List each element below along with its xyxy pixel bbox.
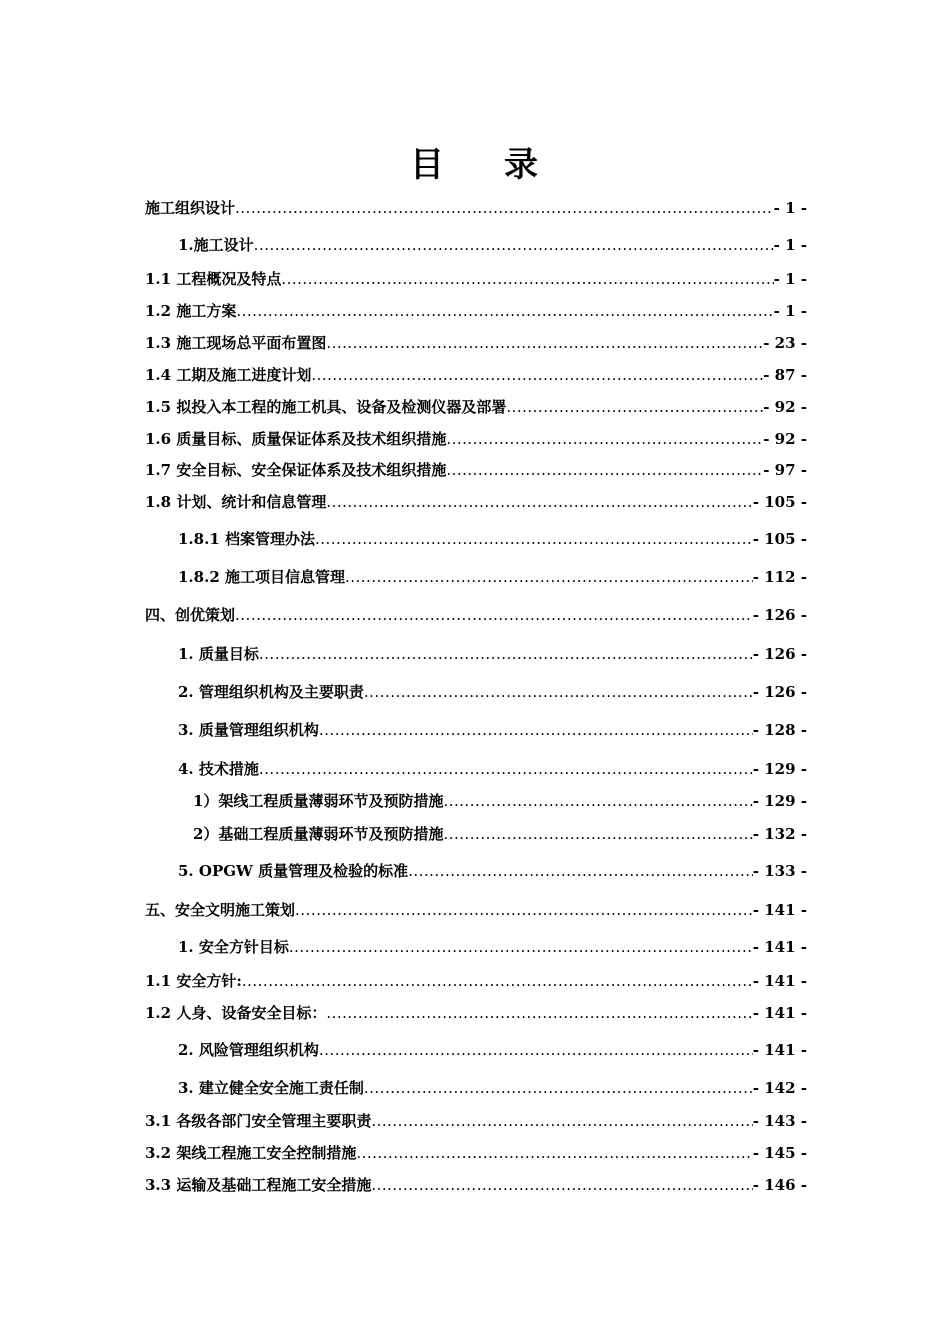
toc-entry[interactable] (145, 332, 807, 354)
toc-dot-leader (254, 234, 774, 256)
toc-dot-leader (259, 758, 753, 780)
toc-dot-leader (326, 491, 752, 513)
toc-entry-label: 3. 质量管理组织机构 (178, 721, 319, 739)
toc-entry-page-number: - 126 - (752, 606, 807, 624)
toc-entry-label: 1.2 人身、设备安全目标： (145, 1004, 327, 1022)
toc-dot-leader (281, 268, 773, 290)
toc-entry-label: 施工组织设计 (145, 199, 236, 217)
toc-entry-label: 五、安全文明施工策划 (145, 901, 296, 919)
toc-dot-leader (371, 1110, 752, 1132)
toc-dot-leader (235, 604, 753, 626)
toc-entry[interactable] (145, 790, 807, 812)
toc-entry-label: 1.8.2 施工项目信息管理 (178, 568, 345, 586)
toc-entry-page-number: - 141 - (752, 1004, 807, 1022)
toc-entry-page-number: - 92 - (763, 398, 807, 416)
toc-entry-page-number: - 141 - (752, 938, 807, 956)
toc-entry-label: 2. 风险管理组织机构 (178, 1041, 319, 1059)
toc-entry[interactable] (145, 1110, 807, 1132)
toc-entry-page-number: - 1 - (773, 236, 807, 254)
toc-entry-page-number: - 126 - (752, 645, 807, 663)
toc-entry-page-number: - 142 - (752, 1079, 807, 1097)
toc-entry-label: 1）架线工程质量薄弱环节及预防措施 (193, 792, 444, 810)
toc-entry-page-number: - 92 - (763, 430, 807, 448)
toc-entry-page-number: - 97 - (763, 461, 807, 479)
toc-entry-page-number: - 1 - (773, 199, 807, 217)
toc-entry-page-number: - 1 - (773, 302, 807, 320)
toc-entry-label: 3.3 运输及基础工程施工安全措施 (145, 1176, 372, 1194)
toc-entry-label: 四、创优策划 (145, 606, 236, 624)
toc-dot-leader (364, 1077, 753, 1099)
toc-entry-page-number: - 146 - (752, 1176, 807, 1194)
toc-entry-page-number: - 105 - (752, 493, 807, 511)
toc-entry[interactable] (145, 364, 807, 386)
toc-dot-leader (315, 528, 753, 550)
toc-dot-leader (311, 364, 763, 386)
toc-entry[interactable] (145, 860, 807, 882)
toc-entry-page-number: - 133 - (752, 862, 807, 880)
toc-dot-leader (259, 643, 753, 665)
toc-dot-leader (506, 396, 763, 418)
toc-entry-label: 4. 技术措施 (178, 760, 259, 778)
toc-entry-page-number: - 105 - (752, 530, 807, 548)
toc-entry[interactable] (145, 899, 807, 921)
toc-entry[interactable] (145, 758, 807, 780)
toc-entry-label: 1. 质量目标 (178, 645, 259, 663)
toc-entry-page-number: - 23 - (763, 334, 807, 352)
toc-entry[interactable] (145, 1174, 807, 1196)
toc-dot-leader (364, 681, 753, 703)
toc-entry-label: 1.施工设计 (178, 236, 254, 254)
toc-entry-label: 3. 建立健全安全施工责任制 (178, 1079, 364, 1097)
toc-dot-leader (319, 719, 753, 741)
toc-entry[interactable] (145, 604, 807, 626)
toc-dot-leader (235, 197, 774, 219)
toc-dot-leader (446, 428, 763, 450)
toc-entry[interactable] (145, 197, 807, 219)
toc-entry[interactable] (145, 643, 807, 665)
toc-entry[interactable] (145, 1077, 807, 1099)
toc-entry[interactable] (145, 1002, 807, 1024)
toc-entry-page-number: - 126 - (752, 683, 807, 701)
toc-entry[interactable] (145, 428, 807, 450)
toc-entry[interactable] (145, 936, 807, 958)
toc-entry-label: 1.6 质量目标、质量保证体系及技术组织措施 (145, 430, 447, 448)
toc-entry-label: 2）基础工程质量薄弱环节及预防措施 (193, 825, 444, 843)
toc-entry-label: 1. 安全方针目标 (178, 938, 289, 956)
toc-entry[interactable] (145, 970, 807, 992)
toc-dot-leader (326, 1002, 752, 1024)
toc-entry-label: 2. 管理组织机构及主要职责 (178, 683, 364, 701)
toc-dot-leader (371, 1174, 752, 1196)
toc-dot-leader (345, 566, 753, 588)
toc-entry[interactable] (145, 234, 807, 256)
toc-entry-page-number: - 129 - (752, 760, 807, 778)
toc-entry-label: 1.2 施工方案 (145, 302, 237, 320)
toc-entry[interactable] (145, 268, 807, 290)
toc-dot-leader (408, 860, 753, 882)
toc-entry-page-number: - 128 - (752, 721, 807, 739)
toc-entry[interactable] (145, 1142, 807, 1164)
toc-title-char-1: 目 (410, 145, 446, 185)
toc-entry[interactable] (145, 528, 807, 550)
toc-entry[interactable] (145, 491, 807, 513)
toc-entry-page-number: - 1 - (773, 270, 807, 288)
toc-entry-label: 5. OPGW 质量管理及检验的标准 (178, 862, 409, 880)
toc-entry-label: 1.8.1 档案管理办法 (178, 530, 315, 548)
toc-entry-label: 1.7 安全目标、安全保证体系及技术组织措施 (145, 461, 447, 479)
toc-dot-leader (326, 332, 763, 354)
toc-dot-leader (242, 970, 753, 992)
toc-entry-label: 3.1 各级各部门安全管理主要职责 (145, 1112, 372, 1130)
toc-dot-leader (446, 459, 763, 481)
toc-dot-leader (289, 936, 753, 958)
toc-entry[interactable] (145, 823, 807, 845)
toc-title-char-2: 录 (504, 145, 540, 185)
toc-entry-label: 1.3 施工现场总平面布置图 (145, 334, 327, 352)
toc-title (0, 143, 950, 187)
toc-entry-page-number: - 112 - (752, 568, 807, 586)
toc-entry-page-number: - 141 - (752, 901, 807, 919)
toc-entry-label: 3.2 架线工程施工安全控制措施 (145, 1144, 357, 1162)
toc-dot-leader (295, 899, 753, 921)
toc-dot-leader (319, 1039, 753, 1061)
toc-entry[interactable] (145, 719, 807, 741)
toc-entry[interactable] (145, 1039, 807, 1061)
toc-entry-page-number: - 87 - (763, 366, 807, 384)
toc-entry[interactable] (145, 396, 807, 418)
toc-entry-page-number: - 129 - (752, 792, 807, 810)
toc-entry[interactable] (145, 459, 807, 481)
toc-dot-leader (443, 823, 752, 845)
toc-dot-leader (443, 790, 752, 812)
toc-dot-leader (356, 1142, 752, 1164)
toc-entry[interactable] (145, 681, 807, 703)
toc-entry-page-number: - 141 - (752, 972, 807, 990)
toc-entry-label: 1.4 工期及施工进度计划 (145, 366, 312, 384)
toc-entry-page-number: - 145 - (752, 1144, 807, 1162)
toc-entry[interactable] (145, 300, 807, 322)
toc-entry-page-number: - 132 - (752, 825, 807, 843)
toc-entry-label: 1.1 工程概况及特点 (145, 270, 282, 288)
toc-entry-label: 1.8 计划、统计和信息管理 (145, 493, 327, 511)
toc-entry-label: 1.5 拟投入本工程的施工机具、设备及检测仪器及部署 (145, 398, 507, 416)
toc-entry[interactable] (145, 566, 807, 588)
toc-entry-label: 1.1 安全方针: (145, 972, 242, 990)
toc-dot-leader (236, 300, 773, 322)
toc-entry-page-number: - 141 - (752, 1041, 807, 1059)
toc-entry-page-number: - 143 - (752, 1112, 807, 1130)
